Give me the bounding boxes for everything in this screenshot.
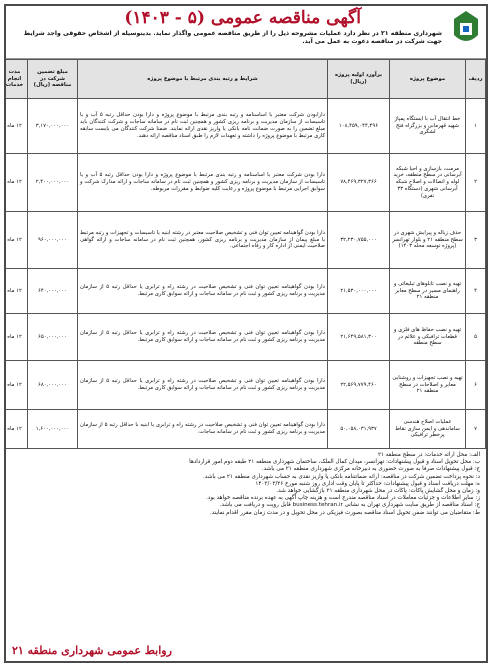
project-conditions: دارا بودن گواهینامه تعیین توان فنی و تشخیص صلاحیت در رشته راه و ترابری یا حداقل رتبه ۵ از سازمان مدیریت و برنامه ریزی کشور و ثبت نام در سامانه ساجات و ارائه سوابق کاری مرتبط. <box>78 269 328 314</box>
note-item: الف: محل ارائه خدمات: در سطح منطقه ۲۱ <box>377 452 480 458</box>
project-deposit: ۱,۶۰۰,۰۰۰,۰۰۰ <box>28 410 78 449</box>
project-duration: ۱۲ ماه <box>4 361 28 410</box>
project-conditions: دارا بودن شرکت معتبر با اساسنامه و رتبه بندی مرتبط با موضوع پروژه و دارا بودن حداقل رتبه ۵ آب و یا تاسیسات از سازمان مدیریت و برنامه ریزی کشور و همچنین ثبت نام در سامانه ساجات و ارائه مدارک شرکت و سوابق اجرایی مرتبط با موضوع پروژه و رعایت کلیه ضوابط و مقررات مربوطه. <box>78 154 328 212</box>
project-estimate: ۲۱,۶۴۹,۵۸۱,۳۰۰ <box>328 314 390 361</box>
project-subject: تهیه و نصب حفاظ های فلزی و قطعات ترافیکی و علائم در سطح منطقه <box>390 314 466 361</box>
table-header-row <box>4 60 486 99</box>
table-row <box>4 212 486 269</box>
ad-header <box>6 6 486 59</box>
tender-ad <box>4 4 488 663</box>
tehran-municipality-logo-icon <box>450 9 482 49</box>
project-duration: ۱۲ ماه <box>4 314 28 361</box>
note-item: ط: متقاضیان می توانند ضمن تحویل اسناد مناقصه بصورت فیزیکی در محل تحویل و در مدت زمان مقرر اقدام نمایند. <box>209 509 480 516</box>
project-subject: تهیه و نصب تابلوهای تبلیغاتی و راهنمای مسیر در سطح معابر منطقه ۲۱ <box>390 269 466 314</box>
project-subject: تهیه و نصب تجهیزات و روشنایی معابر و اصلاحات در سطح منطقه ۲۱ <box>390 361 466 410</box>
project-subject: حذف زباله و پیرایش شهری در سطح منطقه ۲۱ و بلوار تهرانسر (پروژه توسعه محله ۱۴۰۳) <box>390 212 466 269</box>
row-number: ۲ <box>466 154 486 212</box>
note-item: ب: محل تحویل اسناد و قبول پیشنهادات: تهرانسر، میدان کمال الملک، ساختمان شهرداری منطقه ۲۱ طبقه دوم امور قراردادها <box>189 459 480 466</box>
header-estimate: برآورد اولیه پروژه (ریال) <box>328 60 390 99</box>
ad-title: آگهی مناقصه عمومی (۵ - ۱۴۰۳) <box>124 8 361 28</box>
project-deposit: ۳,۱۷۰,۰۰۰,۰۰۰ <box>28 99 78 154</box>
table-row <box>4 154 486 212</box>
project-conditions: دارا بودن گواهینامه تعیین توان فنی و تشخیص صلاحیت معتبر در رشته ابنیه یا تاسیسات و تجهیزات و رتبه مرتبط با مبلغ پیمان از سازمان مدیریت و برنامه ریزی کشور، همچنین ثبت نام در سامانه ساجات و ارائه گواهی صلاحیت ایمنی از اداره کار و رفاه اجتماعی. <box>78 212 328 269</box>
project-duration: ۱۲ ماه <box>4 410 28 449</box>
project-estimate: ۲۱,۵۳۰,۰۰۰,۰۰۰ <box>328 269 390 314</box>
project-conditions: دارا بودن گواهینامه تعیین توان فنی و تشخیص صلاحیت در رشته راه و ترابری یا حداقل رتبه ۵ از سازمان مدیریت و برنامه ریزی کشور و ثبت نام در سامانه ساجات و ارائه سوابق کاری مرتبط. <box>78 361 328 410</box>
project-conditions: دارا بودن گواهینامه تعیین توان فنی و تشخیص صلاحیت در رشته راه و ترابری یا ابنیه با حداقل رتبه ۵ از سازمان مدیریت و برنامه ریزی کشور و ثبت نام در سامانه ساجات. <box>78 410 328 449</box>
row-number: ۱ <box>466 99 486 154</box>
project-estimate: ۷۸,۴۶۹,۳۲۷,۳۶۶ <box>328 154 390 212</box>
project-duration: ۱۲ ماه <box>4 99 28 154</box>
note-item: ه: مهلت دریافت اسناد و قبول پیشنهادات: حداکثر تا پایان وقت اداری روز شنبه مورخ ۱۴۰۳/۰۳/۲۶ <box>255 480 480 487</box>
note-item: ح: اسناد مناقصه از طریق سایت شهرداری تهران به نشانی business.tehran.ir قابل رویت و دریافت می باشد. <box>219 502 480 509</box>
header-subject: موضوع پروژه <box>390 60 466 99</box>
project-subject: عملیات اصلاح هندسی ساماندهی و ایمن سازی نقاط پرخطر ترافیکی <box>390 410 466 449</box>
note-item: ج: قبول پیشنهادات صرفا به صورت حضوری به دبیرخانه مرکزی شهرداری منطقه ۲۱ می باشد. <box>261 466 480 473</box>
table-row <box>4 361 486 410</box>
project-conditions: دارا بودن گواهینامه تعیین توان فنی و تشخیص صلاحیت در رشته راه و ترابری یا حداقل رتبه ۵ از سازمان مدیریت و برنامه ریزی کشور و ثبت نام در سامانه ساجات و ارائه سوابق کاری مرتبط. <box>78 314 328 361</box>
note-item: ز: سایر اطلاعات و جزئیات معاملات در اسناد مناقصه مندرج است و هزینه چاپ آگهی به عهده برنده مناقصه خواهد بود. <box>206 495 480 502</box>
project-deposit: ۲,۴۰۰,۰۰۰,۰۰۰ <box>28 154 78 212</box>
table-row <box>4 99 486 154</box>
row-number: ۴ <box>466 269 486 314</box>
ad-intro: شهرداری منطقه ۲۱ در نظر دارد عملیات مشروحه ذیل را از طریق مناقصه عمومی واگذار نماید. بدینوسیله از اشخاص حقوقی واجد شرایط جهت شرکت در مناقصه دعوت به عمل می آید. <box>23 30 442 45</box>
project-estimate: ۵۰,۰۵۸,۰۳۱,۹۳۷ <box>328 410 390 449</box>
note-item: د: نحوه پرداخت تضمین شرکت در مناقصه: ارائه ضمانتنامه بانکی یا واریز نقدی به حساب شهرداری منطقه ۲۱ می باشد. <box>202 473 480 480</box>
project-subject: مرمت، بازسازی و احیا شبکه آبرسانی در سطح منطقه، خرید لوله و اتصالات و اصلاح شبکه آبرسانی شهری (دستگاه ۳۳ نفری) <box>390 154 466 212</box>
tender-notes <box>6 449 486 520</box>
row-number: ۶ <box>466 361 486 410</box>
row-number: ۵ <box>466 314 486 361</box>
header-deposit: مبلغ تضمین شرکت در مناقصه (ریال) <box>28 60 78 99</box>
public-relations-signature: روابط عمومی شهرداری منطقه ۲۱ <box>12 644 172 657</box>
table-row <box>4 410 486 449</box>
project-subject: خط انتقال آب با ایستگاه پمپاژ شهید قهرمانی و بزرگراه فتح لشگری <box>390 99 466 154</box>
project-estimate: ۱۰۸,۴۵۹,۰۴۴,۴۹۶ <box>328 99 390 154</box>
row-number: ۳ <box>466 212 486 269</box>
project-estimate: ۳۲,۲۳۰,۷۵۵,۰۰۰ <box>328 212 390 269</box>
project-deposit: ۹۶۰,۰۰۰,۰۰۰ <box>28 212 78 269</box>
header-conditions: شرایط و رتبه بندی مرتبط با موضوع پروژه <box>78 60 328 99</box>
project-deposit: ۶۸۰,۰۰۰,۰۰۰ <box>28 361 78 410</box>
header-row-no: ردیف <box>466 60 486 99</box>
project-duration: ۱۲ ماه <box>4 154 28 212</box>
tender-table <box>4 59 486 449</box>
table-row <box>4 269 486 314</box>
header-duration: مدت انجام خدمات <box>4 60 28 99</box>
note-item: و: زمان و محل گشایش پاکات: پاکات در محل شهرداری منطقه ۲۱ بازگشایی خواهد شد. <box>276 488 480 495</box>
table-row <box>4 314 486 361</box>
row-number: ۷ <box>466 410 486 449</box>
project-deposit: ۶۵۰,۰۰۰,۰۰۰ <box>28 314 78 361</box>
project-conditions: دارابودن شرکت معتبر با اساسنامه و رتبه بندی مرتبط با موضوع پروژه و دارا بودن حداقل رتبه ۵ آب و یا تاسیسات از سازمان مدیریت و برنامه ریزی کشور و همچنین ثبت نام در سامانه ساجات و شرکت کنندگان باید مبلغ تضمین را به صورت ضمانت نامه بانکی یا واریز نقدی ارائه نمایند. ضمنا شرکت کنندگان می بایست سابقه کاری مرتبط با موضوع پروژه را داشته و تعهدات لازم را طبق اسناد مناقصه ارائه دهند. <box>78 99 328 154</box>
project-estimate: ۲۲,۵۶۹,۷۷۹,۴۶۰ <box>328 361 390 410</box>
project-duration: ۱۲ ماه <box>4 212 28 269</box>
project-duration: ۱۲ ماه <box>4 269 28 314</box>
project-deposit: ۶۴۰,۰۰۰,۰۰۰ <box>28 269 78 314</box>
